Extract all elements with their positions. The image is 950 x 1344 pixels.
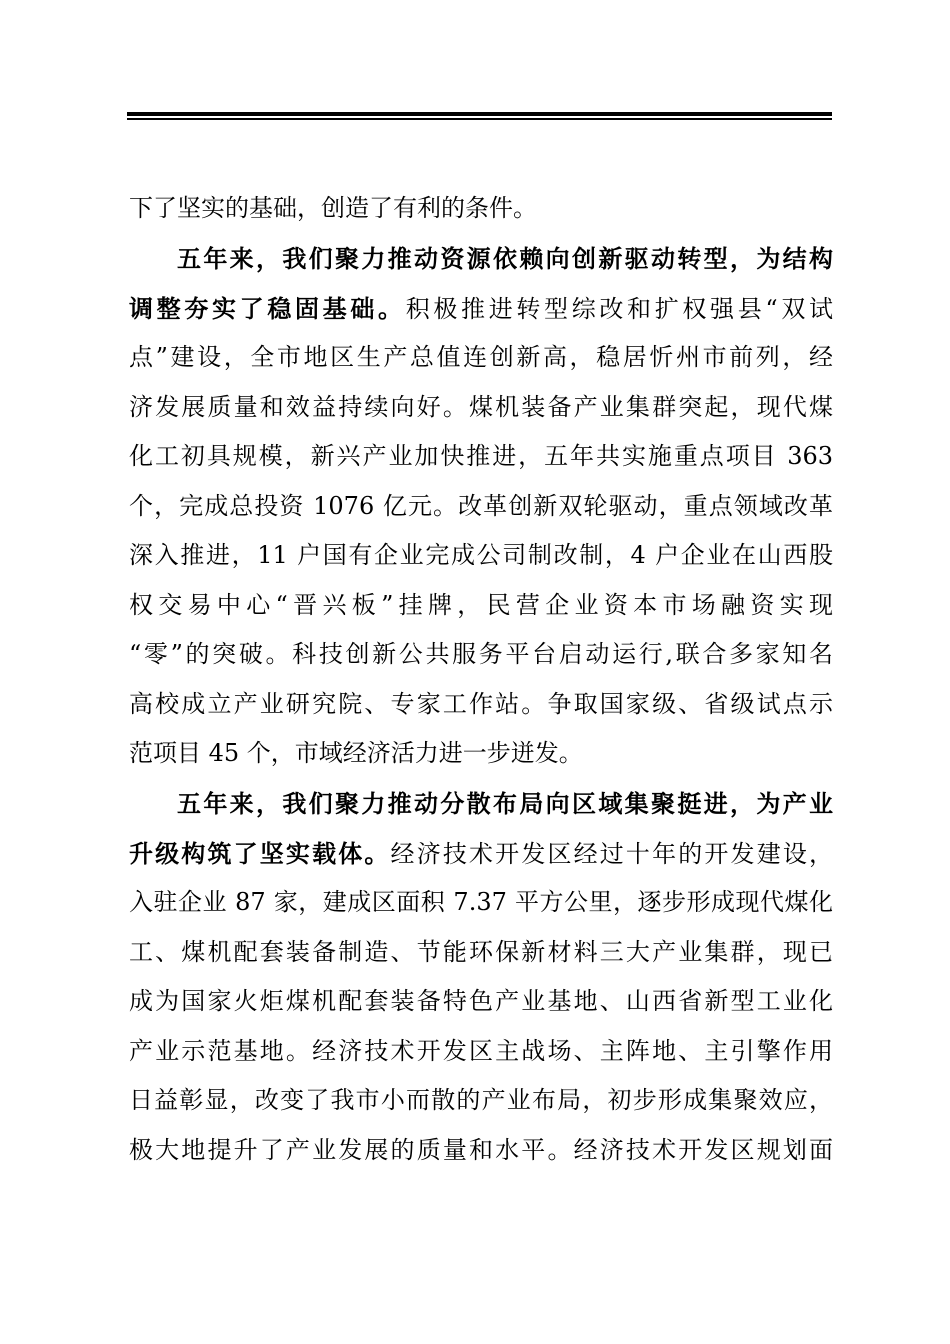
bold-text-segment: 五年来，我们聚力推动分散布局向区域集聚挺进，为产业 [177, 789, 833, 818]
text-line [129, 977, 833, 1027]
text-line [129, 829, 833, 879]
text-line [129, 680, 833, 730]
text-line [129, 779, 833, 829]
text-line [129, 284, 833, 334]
text-line [129, 1027, 833, 1077]
text-segment: 积极推进转型综改和扩权强县“双试 [405, 294, 833, 323]
text-segment: 产业示范基地。经济技术开发区主战场、主阵地、主引擎作用 [129, 1036, 833, 1065]
text-segment: 成为国家火炬煤机配套装备特色产业基地、山西省新型工业化 [129, 987, 833, 1015]
text-segment: 深入推进，11 户国有企业完成公司制改制，4 户企业在山西股 [129, 541, 833, 569]
paragraph [129, 184, 833, 234]
text-line [129, 729, 833, 779]
text-segment: 工、煤机配套装备制造、节能环保新材料三大产业集群，现已 [129, 937, 833, 966]
paragraph [129, 234, 833, 779]
bold-text-segment: 调整夯实了稳固基础。 [129, 293, 406, 323]
text-segment: 济发展质量和效益持续向好。煤机装备产业集群突起，现代煤 [129, 392, 833, 421]
text-segment: 个，完成总投资 1076 亿元。改革创新双轮驱动，重点领域改革 [129, 491, 833, 520]
header-rule-thick [127, 112, 832, 116]
bold-text-segment: 五年来，我们聚力推动资源依赖向创新驱动转型，为结构 [177, 244, 833, 273]
text-line [129, 1126, 833, 1176]
text-line [129, 383, 833, 433]
text-segment: 极大地提升了产业发展的质量和水平。经济技术开发区规划面 [129, 1135, 833, 1164]
header-rule-thin [127, 118, 832, 120]
text-line [129, 630, 833, 680]
text-line [129, 928, 833, 978]
bold-text-segment: 升级构筑了坚实载体。 [129, 838, 391, 868]
text-line [129, 432, 833, 482]
text-line [129, 878, 833, 928]
header-double-rule [127, 112, 832, 120]
text-segment: 权交易中心“晋兴板”挂牌，民营企业资本市场融资实现 [129, 590, 833, 619]
text-segment: 下了坚实的基础，创造了有利的条件。 [129, 194, 537, 222]
text-segment: 化工初具规模，新兴产业加快推进，五年共实施重点项目 363 [129, 442, 833, 470]
paragraph [129, 779, 833, 1175]
text-segment: 日益彰显，改变了我市小而散的产业布局，初步形成集聚效应， [129, 1086, 833, 1114]
text-segment: “零”的突破。科技创新公共服务平台启动运行,联合多家知名 [129, 640, 833, 668]
text-line [129, 531, 833, 581]
text-line [129, 1076, 833, 1126]
text-segment: 范项目 45 个，市域经济活力进一步迸发。 [129, 739, 583, 767]
document-body [129, 184, 833, 1175]
text-line [129, 333, 833, 383]
text-line [129, 184, 833, 234]
text-line [129, 482, 833, 532]
text-segment: 高校成立产业研究院、专家工作站。争取国家级、省级试点示 [129, 689, 833, 718]
text-line [129, 581, 833, 631]
text-segment: 点”建设，全市地区生产总值连创新高，稳居忻州市前列，经 [129, 343, 833, 371]
text-line [129, 234, 833, 284]
text-segment: 经济技术开发区经过十年的开发建设， [390, 839, 834, 868]
text-segment: 入驻企业 87 家，建成区面积 7.37 平方公里，逐步形成现代煤化 [129, 888, 833, 916]
